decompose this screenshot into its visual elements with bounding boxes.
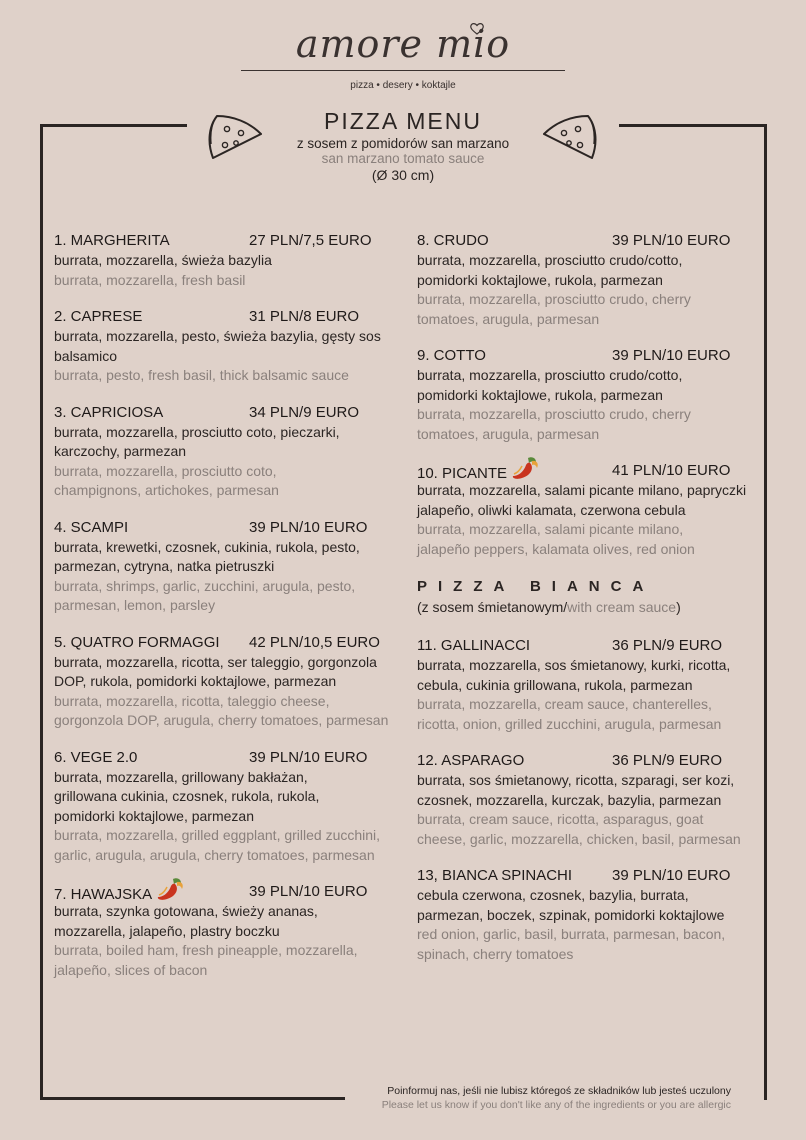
menu-item-name: 12. ASPARAGO xyxy=(417,752,525,769)
menu-item-header xyxy=(54,748,394,768)
ingredients-pl: burrata, mozzarella, prosciutto crudo/cotto, xyxy=(417,252,683,268)
section-subtitle-pizza-bianca xyxy=(417,598,767,617)
menu-item-name: 6. VEGE 2.0 xyxy=(54,748,138,766)
menu-item-name: 7. HAWAJSKA xyxy=(54,885,153,903)
menu-item-name: 11. GALLINACCI xyxy=(417,637,531,654)
ingredients-pl: burrata, krewetki, czosnek, cukinia, rukola, pesto, xyxy=(54,538,360,555)
menu-item-price: 31 PLN/8 EURO xyxy=(249,308,360,325)
menu-item-header xyxy=(417,866,767,886)
menu-item-name: 8. CRUDO xyxy=(417,232,489,249)
menu-header xyxy=(250,108,556,183)
menu-item xyxy=(417,346,767,444)
bianca-sub-en: with cream sauce xyxy=(567,599,677,615)
ingredients-en: burrata, mozzarella, ricotta, taleggio cheese, xyxy=(54,692,330,709)
menu-item-price: 41 PLN/10 EURO xyxy=(612,462,731,479)
ingredients-pl: burrata, mozzarella, grillowany bakłażan, xyxy=(54,768,308,785)
menu-item-header xyxy=(417,231,767,251)
ingredients-en: burrata, mozzarella, prosciutto coto, xyxy=(54,462,277,479)
chili-pepper-icon xyxy=(155,876,185,908)
menu-item-header xyxy=(417,751,767,771)
menu-item-price: 39 PLN/10 EURO xyxy=(249,518,368,536)
menu-item-price: 36 PLN/9 EURO xyxy=(612,752,723,769)
ingredients-en: burrata, mozzarella, prosciutto crudo, cherry xyxy=(417,406,691,422)
menu-item xyxy=(417,866,767,964)
ingredients-en: tomatoes, arugula, parmesan xyxy=(417,425,600,442)
ingredients-en: burrata, mozzarella, salami picante milano, xyxy=(417,521,684,537)
ingredients-pl: balsamico xyxy=(54,347,118,364)
menu-item-price: 39 PLN/10 EURO xyxy=(249,748,368,766)
ingredients-pl: parmezan, boczek, szpinak, pomidorki koktajlowe xyxy=(417,906,725,923)
menu-item xyxy=(417,636,767,734)
ingredients-en: cheese, garlic, mozzarella, chicken, basil, parmesan xyxy=(417,830,741,847)
menu-item xyxy=(417,461,767,559)
menu-item xyxy=(54,403,394,501)
ingredients-pl: burrata, mozzarella, pesto, świeża bazylia, gęsty sos xyxy=(54,328,381,344)
ingredients-en: burrata, cream sauce, ricotta, asparagus, goat xyxy=(417,811,704,827)
ingredients-pl: burrata, mozzarella, ricotta, ser taleggio, gorgonzola xyxy=(54,653,377,670)
menu-item-price: 42 PLN/10,5 EURO xyxy=(249,633,380,651)
menu-item xyxy=(54,307,394,386)
frame-top-right xyxy=(619,124,767,127)
ingredients-pl: burrata, szynka gotowana, świeży ananas, xyxy=(54,903,318,919)
ingredients-pl: pomidorki koktajlowe, parmezan xyxy=(54,807,254,824)
menu-item-price: 39 PLN/10 EURO xyxy=(612,867,731,884)
ingredients-en: burrata, boiled ham, fresh pineapple, mozzarella, xyxy=(54,942,358,958)
ingredients-pl: mozzarella, jalapeño, plastry boczku xyxy=(54,922,280,939)
menu-item-name: 4. SCAMPI xyxy=(54,518,129,536)
ingredients-pl: burrata, mozzarella, sos śmietanowy, kurki, ricotta, xyxy=(417,657,731,673)
menu-item-header xyxy=(54,307,394,327)
ingredients-pl: DOP, rukola, pomidorki koktajlowe, parmezan xyxy=(54,673,337,689)
ingredients-pl: burrata, mozzarella, świeża bazylia xyxy=(54,252,272,268)
bianca-sub-close: ) xyxy=(676,599,681,615)
menu-item xyxy=(417,231,767,329)
menu-subtitle-en: san marzano tomato sauce xyxy=(321,151,485,166)
ingredients-en: spinach, cherry tomatoes xyxy=(417,945,574,962)
ingredients-en: burrata, pesto, fresh basil, thick balsamic sauce xyxy=(54,367,349,383)
pizza-size: (Ø 30 cm) xyxy=(371,167,435,183)
ingredients-en: burrata, mozzarella, fresh basil xyxy=(54,271,246,288)
menu-item-header xyxy=(417,461,767,481)
ingredients-pl: pomidorki koktajlowe, rukola, parmezan xyxy=(417,386,663,403)
ingredients-pl: burrata, sos śmietanowy, ricotta, szparagi, ser kozi, xyxy=(417,772,735,788)
menu-item-price: 36 PLN/9 EURO xyxy=(612,637,723,654)
ingredients-pl: cebula czerwona, czosnek, bazylia, burrata, xyxy=(417,887,689,903)
ingredients-pl: jalapeño, oliwki kalamata, czerwona cebula xyxy=(417,501,686,518)
menu-item-header xyxy=(417,346,767,366)
chili-pepper-icon xyxy=(510,455,540,487)
ingredients-en: champignons, artichokes, parmesan xyxy=(54,482,279,498)
menu-item xyxy=(54,748,394,866)
menu-item xyxy=(54,231,394,290)
frame-left xyxy=(40,124,43,1100)
ingredients-en: gorgonzola DOP, arugula, cherry tomatoes, parmesan xyxy=(54,712,389,728)
right-menu-column xyxy=(417,231,767,981)
logo-underline xyxy=(241,70,565,71)
ingredients-en: burrata, mozzarella, grilled eggplant, grilled zucchini, xyxy=(54,827,381,843)
heart-icon xyxy=(470,22,484,35)
logo: amore mio xyxy=(295,22,511,66)
ingredients-en: garlic, arugula, arugula, cherry tomatoes, parmesan xyxy=(54,846,375,863)
frame-top-left xyxy=(40,124,187,127)
menu-item xyxy=(417,751,767,849)
menu-item-name: 3. CAPRICIOSA xyxy=(54,403,164,421)
ingredients-en: jalapeño, slices of bacon xyxy=(54,961,208,978)
menu-item-name: 10. PICANTE xyxy=(417,464,508,482)
menu-item-name: 13, BIANCA SPINACHI xyxy=(417,867,573,884)
tagline: pizza • desery • koktajle xyxy=(350,80,456,91)
menu-item-name: 2. CAPRESE xyxy=(54,308,143,325)
menu-item-header xyxy=(54,231,394,251)
frame-bottom xyxy=(40,1097,345,1100)
menu-item-price: 39 PLN/10 EURO xyxy=(612,347,731,364)
allergy-note-pl: Poinformuj nas, jeśli nie lubisz któregoś ze składników lub jesteś uczulony xyxy=(387,1085,731,1097)
menu-item-price: 39 PLN/10 EURO xyxy=(249,883,368,900)
menu-item-name: 1. MARGHERITA xyxy=(54,232,170,249)
ingredients-pl: cebula, cukinia grillowana, rukola, parmezan xyxy=(417,676,693,693)
section-title-pizza-bianca: PIZZA BIANCA xyxy=(417,578,655,595)
allergy-note-en: Please let us know if you don't like any of the ingredients or you are allergic xyxy=(381,1099,731,1111)
ingredients-en: burrata, shrimps, garlic, zucchini, arugula, pesto, xyxy=(54,577,356,594)
ingredients-en: parmesan, lemon, parsley xyxy=(54,597,216,613)
menu-item-name: 5. QUATRO FORMAGGI xyxy=(54,633,220,651)
menu-item-header xyxy=(417,636,767,656)
menu-item-header xyxy=(54,882,394,902)
menu-item-header xyxy=(54,633,394,653)
ingredients-en: tomatoes, arugula, parmesan xyxy=(417,310,600,327)
ingredients-en: ricotta, onion, grilled zucchini, arugula, parmesan xyxy=(417,715,722,732)
bianca-sub-pl: (z sosem śmietanowym/ xyxy=(417,599,568,615)
ingredients-pl: burrata, mozzarella, salami picante milano, papryczki xyxy=(417,482,747,498)
ingredients-pl: grillowana cukinia, czosnek, rukola, rukola, xyxy=(54,788,320,804)
menu-item-header xyxy=(54,403,394,423)
ingredients-pl: karczochy, parmezan xyxy=(54,443,187,459)
menu-item-price: 39 PLN/10 EURO xyxy=(612,232,731,249)
menu-item xyxy=(54,882,394,980)
ingredients-en: burrata, mozzarella, prosciutto crudo, cherry xyxy=(417,291,691,307)
ingredients-pl: burrata, mozzarella, prosciutto crudo/cotto, xyxy=(417,367,683,383)
ingredients-en: red onion, garlic, basil, burrata, parmesan, bacon, xyxy=(417,926,726,942)
left-menu-column xyxy=(54,231,394,997)
menu-item-name: 9. COTTO xyxy=(417,347,486,364)
menu-item-header xyxy=(54,518,394,538)
menu-item-price: 34 PLN/9 EURO xyxy=(249,403,360,421)
ingredients-en: jalapeño peppers, kalamata olives, red onion xyxy=(417,540,695,557)
ingredients-en: burrata, mozzarella, cream sauce, chanterelles, xyxy=(417,696,712,712)
ingredients-pl: burrata, mozzarella, prosciutto coto, pieczarki, xyxy=(54,423,340,440)
ingredients-pl: czosnek, mozzarella, kurczak, bazylia, parmezan xyxy=(417,791,722,808)
ingredients-pl: parmezan, cytryna, natka pietruszki xyxy=(54,558,275,574)
menu-subtitle-pl: z sosem z pomidorów san marzano xyxy=(296,136,510,151)
menu-item-price: 27 PLN/7,5 EURO xyxy=(249,232,372,249)
menu-item xyxy=(54,518,394,616)
allergy-note xyxy=(382,1084,731,1112)
menu-item xyxy=(54,633,394,731)
ingredients-pl: pomidorki koktajlowe, rukola, parmezan xyxy=(417,271,663,288)
menu-title: PIZZA MENU xyxy=(323,108,482,134)
